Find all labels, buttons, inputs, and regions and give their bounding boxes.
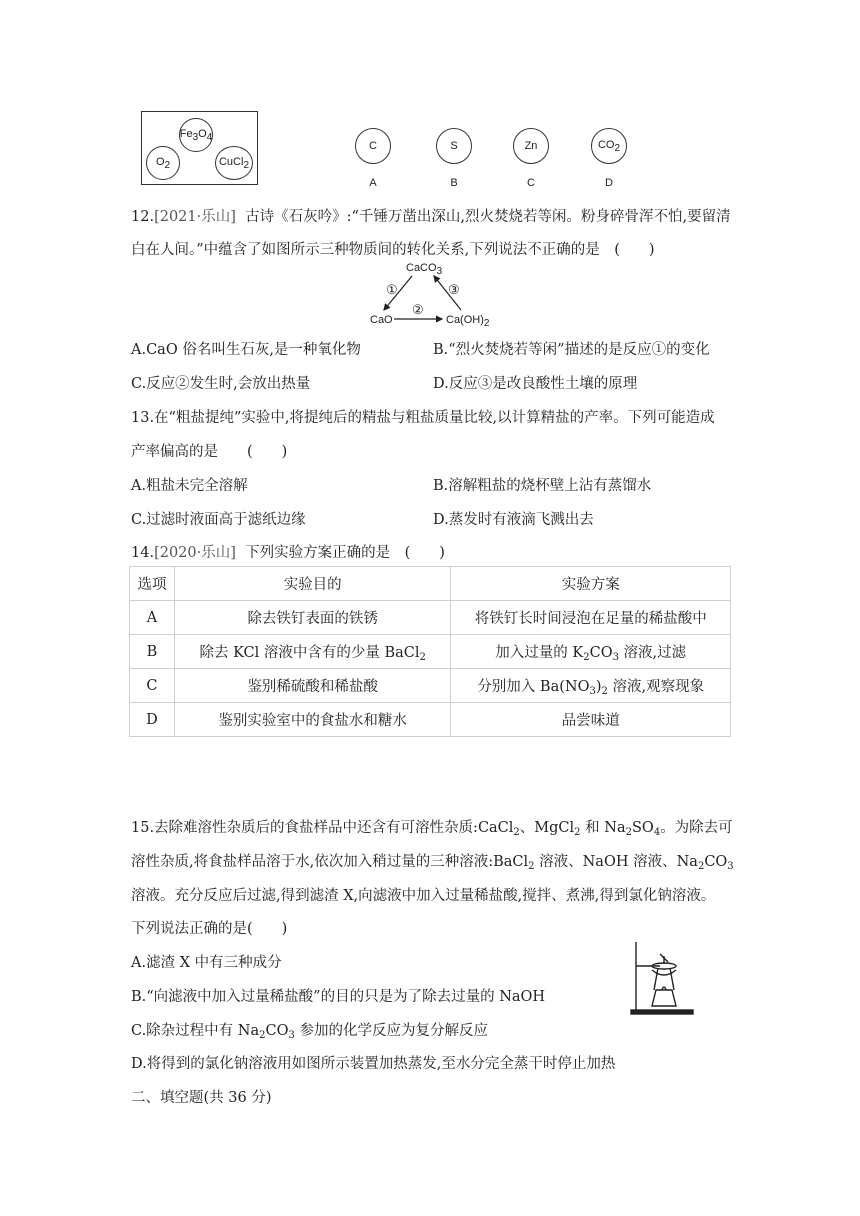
- table-cell: 加入过量的 $K_2CO_3$ 溶液,过滤: [451, 635, 731, 669]
- q13-option-c: C.过滤时液面高于滤纸边缘: [131, 512, 306, 528]
- circle-label-b: B: [450, 177, 458, 189]
- q15-line3: 溶液。充分反应后过滤,得到滤渣 X,向滤液中加入过量稀盐酸,搅拌、煮沸,得到氯化钠溶液。: [131, 888, 716, 904]
- table-row: [130, 601, 731, 635]
- table-cell: 鉴别稀硫酸和稀盐酸: [174, 669, 451, 703]
- q12-option-b: B.“烈火焚烧若等闲”描述的是反应①的变化: [433, 342, 710, 358]
- table-cell: 分别加入 $Ba(NO_3)_2$ 溶液,观察现象: [451, 669, 731, 703]
- circle-label-c: C: [527, 177, 535, 189]
- q13-option-d: D.蒸发时有液滴飞溅出去: [433, 512, 594, 528]
- circle-text: CO2: [597, 138, 621, 154]
- q14-number: 14.: [131, 545, 155, 561]
- table-row: [130, 703, 731, 737]
- q13-option-a: A.粗盐未完全溶解: [131, 478, 248, 494]
- section-title: 二、填空题(共 36 分): [131, 1090, 272, 1106]
- table-cell: D: [130, 703, 175, 737]
- arrow-label-2: ②: [412, 302, 424, 317]
- arrow-label-1: ①: [386, 282, 398, 297]
- circle-text: O2: [155, 155, 171, 171]
- node-caoh2: Ca(OH)2: [446, 314, 490, 329]
- conversion-diagram: [366, 260, 496, 330]
- circle-option-c: [513, 128, 549, 164]
- q13-line2: 产率偏高的是 ( ): [131, 444, 288, 460]
- circle-fe3o4: [179, 118, 213, 152]
- q12-line2: 白在人间。”中蕴含了如图所示三种物质间的转化关系,下列说法不正确的是 ( ): [131, 242, 655, 258]
- table-cell: 除去铁钉表面的铁锈: [174, 601, 451, 635]
- circle-text: Zn: [524, 140, 538, 152]
- q14-source: [2020·乐山]: [154, 545, 236, 561]
- table-cell: 将铁钉长时间浸泡在足量的稀盐酸中: [451, 601, 731, 635]
- q12-option-c: C.反应②发生时,会放出热量: [131, 376, 311, 392]
- circle-text: S: [450, 140, 458, 152]
- circle-text: CuCl2: [218, 155, 249, 171]
- q15-line2: 溶性杂质,将食盐样品溶于水,依次加入稍过量的三种溶液:BaCl$_2$ 溶液、NaOH 溶液、$Na_2CO_3$: [131, 854, 734, 872]
- q12-option-a: A.CaO 俗名叫生石灰,是一种氧化物: [131, 342, 361, 358]
- q14-text: 下列实验方案正确的是 ( ): [245, 545, 445, 561]
- node-cao: CaO: [370, 314, 393, 326]
- circle-option-d: [591, 128, 627, 164]
- q14-line1: [131, 541, 445, 562]
- evaporation-apparatus-icon: [630, 940, 696, 1016]
- circle-label-a: A: [369, 177, 377, 189]
- circle-label-d: D: [605, 177, 613, 189]
- circle-text: Fe3O4: [179, 127, 213, 143]
- experiment-table: [129, 566, 731, 737]
- q15-line4: 下列说法正确的是( ): [131, 921, 288, 937]
- circle-text: C: [369, 140, 377, 152]
- node-caco3: CaCO3: [406, 262, 443, 277]
- q13-option-b: B.溶解粗盐的烧杯壁上沾有蒸馏水: [433, 478, 652, 494]
- table-header: 选项: [130, 567, 175, 601]
- table-cell: 鉴别实验室中的食盐水和糖水: [174, 703, 451, 737]
- q12-number: 12.: [131, 209, 155, 225]
- circle-cucl2: [215, 146, 253, 180]
- circle-o2: [146, 146, 180, 180]
- table-header: 实验方案: [451, 567, 731, 601]
- table-cell: 品尝味道: [451, 703, 731, 737]
- q15-option-d: D.将得到的氯化钠溶液用如图所示装置加热蒸发,至水分完全蒸干时停止加热: [131, 1056, 616, 1072]
- q12-source: [2021·乐山]: [154, 209, 236, 225]
- table-cell: B: [130, 635, 175, 669]
- q15-line1: 15.去除难溶性杂质后的食盐样品中还含有可溶性杂质:CaCl$_2$、MgCl$_2$ 和 $Na_2SO_4$。为除去可: [131, 820, 733, 838]
- arrow-label-3: ③: [448, 282, 460, 297]
- table-row: [130, 635, 731, 669]
- q15-option-c: C.除杂过程中有 $Na_2CO_3$ 参加的化学反应为复分解反应: [131, 1023, 488, 1041]
- table-header: 实验目的: [174, 567, 451, 601]
- table-cell: 除去 KCl 溶液中含有的少量 BaCl$_2$: [174, 635, 451, 669]
- q13-line1: 13.在“粗盐提纯”实验中,将提纯后的精盐与粗盐质量比较,以计算精盐的产率。下列可能造成: [131, 410, 715, 426]
- q15-option-a: A.滤渣 X 中有三种成分: [131, 955, 282, 971]
- table-cell: A: [130, 601, 175, 635]
- q15-option-b: B.“向滤液中加入过量稀盐酸”的目的只是为了除去过量的 NaOH: [131, 989, 546, 1005]
- q12-line1: [131, 205, 731, 226]
- figure-box: [141, 111, 258, 185]
- table-row: [130, 669, 731, 703]
- table-cell: C: [130, 669, 175, 703]
- circle-option-a: [355, 128, 391, 164]
- q12-text: 古诗《石灰吟》:“千锤万凿出深山,烈火焚烧若等闲。粉身碎骨浑不怕,要留清: [245, 209, 731, 225]
- circle-option-b: [436, 128, 472, 164]
- q12-option-d: D.反应③是改良酸性土壤的原理: [433, 376, 638, 392]
- table-header-row: [130, 567, 731, 601]
